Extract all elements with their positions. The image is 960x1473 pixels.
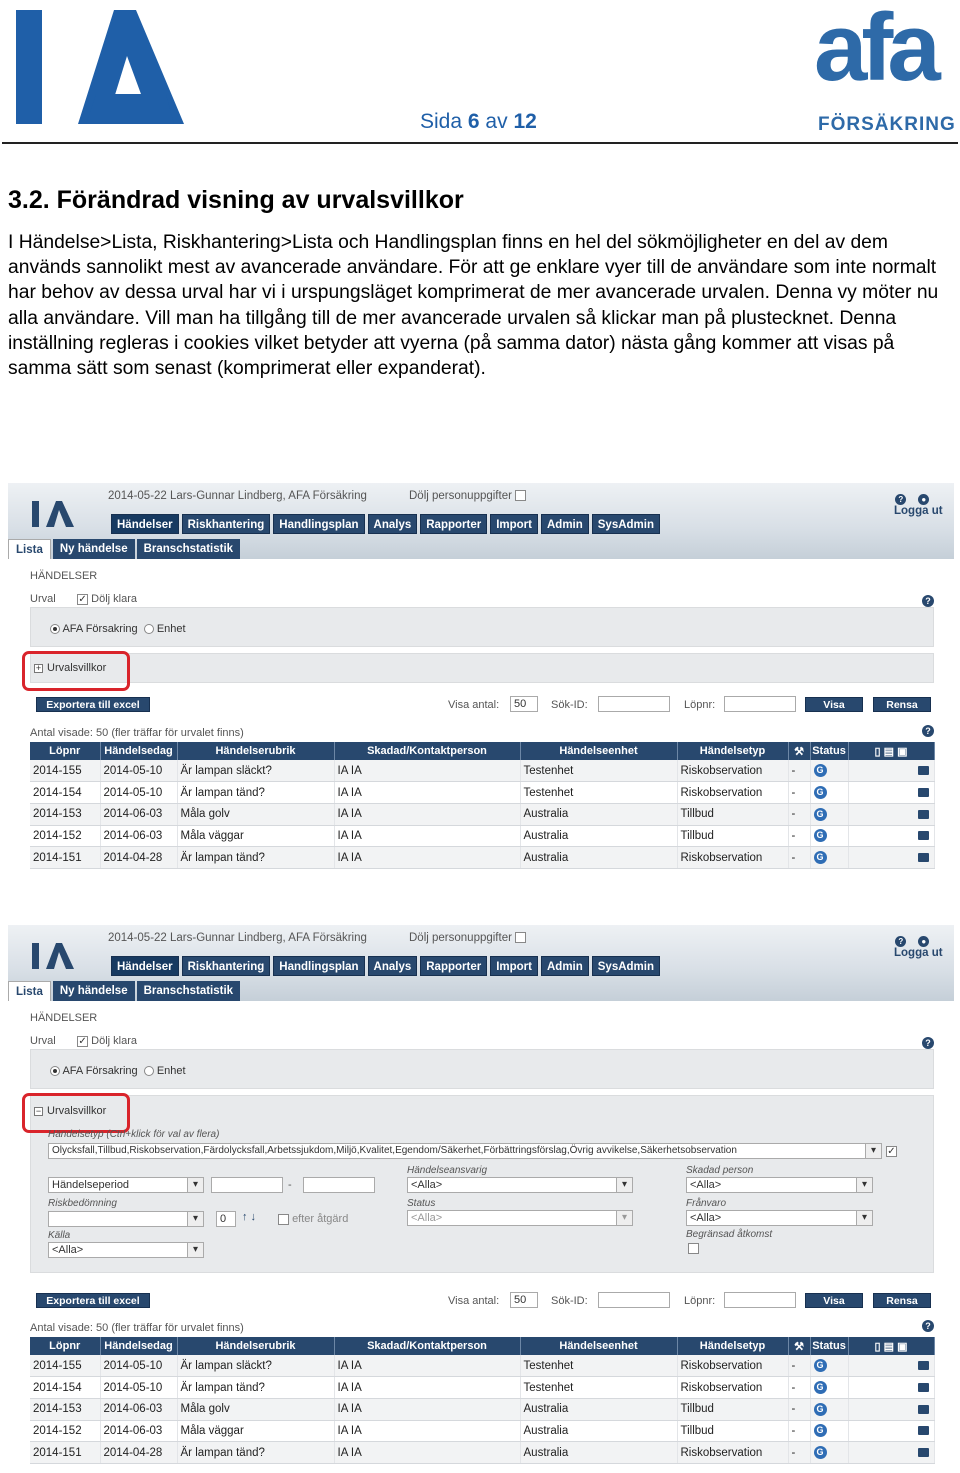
hide-personal-toggle[interactable]: Dölj personuppgifter <box>409 932 526 944</box>
hide-done-checkbox[interactable] <box>77 1036 88 1047</box>
print-icon[interactable] <box>918 1383 929 1392</box>
print-icon[interactable] <box>918 1426 929 1435</box>
menu-item-rapporter[interactable]: Rapporter <box>420 956 487 976</box>
urval-row: Urval ✓ Dölj klara <box>30 1035 137 1047</box>
skadad-select[interactable]: <Alla> ▾ <box>686 1177 873 1193</box>
print-icon[interactable] <box>918 1405 929 1414</box>
hide-done-checkbox[interactable] <box>77 594 88 605</box>
sok-id-input[interactable] <box>598 1292 670 1308</box>
lopnr-input[interactable] <box>724 1292 796 1308</box>
print-icon[interactable] <box>918 853 929 862</box>
menu-item-admin[interactable]: Admin <box>541 956 589 976</box>
col-handelseenhet[interactable]: Händelseenhet <box>520 742 677 760</box>
visa-button[interactable]: Visa <box>805 697 863 712</box>
results-table <box>30 1337 935 1464</box>
col-handelserubrik[interactable]: Händelserubrik <box>177 742 334 760</box>
efter-atgard-checkbox[interactable] <box>278 1214 289 1225</box>
tab-ny-handelse[interactable]: Ny händelse <box>53 981 135 1001</box>
status-g-icon: G <box>814 1403 827 1416</box>
handelsetyp-label: Händelsetyp (Ctrl+klick för val av flera) <box>48 1129 220 1140</box>
app-ia-logo-icon <box>32 941 74 971</box>
status-g-icon: G <box>814 1359 827 1372</box>
scope-radios: AFA Försakring Enhet <box>50 623 186 635</box>
efter-atgard: efter åtgärd <box>278 1213 348 1225</box>
menu-item-import[interactable]: Import <box>490 956 538 976</box>
rensa-button[interactable]: Rensa <box>873 697 931 712</box>
subtabs <box>8 539 240 559</box>
print-icon[interactable] <box>918 810 929 819</box>
hide-personal-checkbox[interactable] <box>515 932 526 943</box>
table-row[interactable]: 2014-154 2014-05-10 Är lampan tänd? IA IA Testenhet Riskobservation - G <box>30 782 934 804</box>
results-table <box>30 742 935 869</box>
highlight-ring <box>22 1093 130 1133</box>
wrench-icon: ⚒ <box>788 742 810 760</box>
menu-item-analys[interactable]: Analys <box>368 514 418 534</box>
col-handelsetyp[interactable]: Händelsetyp <box>677 1337 788 1355</box>
col-skadad[interactable]: Skadad/Kontaktperson <box>334 742 520 760</box>
lopnr-label: Löpnr: <box>684 1295 716 1307</box>
table-row[interactable]: 2014-155 2014-05-10 Är lampan släckt? IA IA Testenhet Riskobservation - G <box>30 1355 934 1377</box>
begransad-label: Begränsad åtkomst <box>686 1229 773 1240</box>
status-label: Status <box>407 1198 436 1209</box>
table-row[interactable]: 2014-153 2014-06-03 Måla golv IA IA Australia Tillbud - G <box>30 1398 934 1420</box>
table-row[interactable]: 2014-153 2014-06-03 Måla golv IA IA Australia Tillbud - G <box>30 803 934 825</box>
menu-item-riskhantering[interactable]: Riskhantering <box>182 514 271 534</box>
menu-item-handlingsplan[interactable]: Handlingsplan <box>273 514 364 534</box>
urvalsvillkor-toggle[interactable]: + Urvalsvillkor <box>35 662 107 674</box>
help-icon[interactable]: ? <box>922 595 934 607</box>
subtabs <box>8 981 240 1001</box>
kalla-label: Källa <box>48 1230 71 1241</box>
visa-antal-input[interactable]: 50 <box>510 696 538 712</box>
user-line: 2014-05-22 Lars-Gunnar Lindberg, AFA Försäkring <box>108 932 367 944</box>
menu-item-rapporter[interactable]: Rapporter <box>420 514 487 534</box>
handelsetyp-select[interactable]: Olycksfall,Tillbud,Riskobservation,Färdolycksfall,Arbetssjukdom,Miljö,Kvalitet,Egendom/Säkerhet,Förbättringsförslag,Övrig avvikelse,Säkerhetsobservation ▾ <box>48 1143 882 1159</box>
franvaro-select[interactable]: <Alla> ▾ <box>686 1210 873 1226</box>
doc-icons: ▯ ▤ ▣ <box>848 1337 934 1355</box>
main-menu <box>111 514 660 534</box>
main-menu <box>111 956 660 976</box>
menu-item-riskhantering[interactable]: Riskhantering <box>182 956 271 976</box>
highlight-ring <box>22 651 130 691</box>
section-title: 3.2. Förändrad visning av urvalsvillkor <box>8 186 464 214</box>
status-g-icon: G <box>814 1381 827 1394</box>
handelsetyp-checkbox[interactable] <box>886 1146 897 1157</box>
urvalsvillkor-bar <box>30 653 934 683</box>
menu-item-handelser[interactable]: Händelser <box>111 956 179 976</box>
help-icon[interactable]: ? <box>895 936 906 947</box>
visa-button[interactable]: Visa <box>805 1293 863 1308</box>
header-divider <box>2 142 958 144</box>
visa-antal-label: Visa antal: <box>448 1295 500 1307</box>
period-to-input[interactable] <box>303 1177 375 1193</box>
antal-visade: Antal visade: 50 (fler träffar för urvalet finns) <box>30 1322 244 1334</box>
radio-enhet[interactable] <box>144 1066 154 1076</box>
menu-item-import[interactable]: Import <box>490 514 538 534</box>
tab-branschstatistik[interactable]: Branschstatistik <box>137 981 240 1001</box>
antal-visade: Antal visade: 50 (fler träffar för urvalet finns) <box>30 727 244 739</box>
visa-antal-label: Visa antal: <box>448 699 500 711</box>
sok-id-label: Sök-ID: <box>551 699 588 711</box>
col-skadad[interactable]: Skadad/Kontaktperson <box>334 1337 520 1355</box>
col-status[interactable]: Status <box>810 1337 848 1355</box>
user-icon: ● <box>918 494 929 505</box>
allvar-select[interactable]: <Alla> ▾ <box>407 1177 633 1193</box>
print-icon[interactable] <box>918 831 929 840</box>
sort-arrows-icon[interactable]: ↑ ↓ <box>242 1211 257 1223</box>
print-icon[interactable] <box>918 788 929 797</box>
risk-num-input[interactable]: 0 <box>216 1211 236 1227</box>
tab-lista[interactable]: Lista <box>8 981 51 1001</box>
rensa-button[interactable]: Rensa <box>873 1293 931 1308</box>
help-icon[interactable]: ? <box>895 494 906 505</box>
status-g-icon: G <box>814 1424 827 1437</box>
period-select[interactable]: Händelseperiod ▾ <box>48 1177 204 1193</box>
sok-id-label: Sök-ID: <box>551 1295 588 1307</box>
col-handelsedag[interactable]: Händelsedag <box>100 1337 177 1355</box>
riskbed-select[interactable] <box>48 1211 204 1227</box>
expand-plus-icon[interactable]: + <box>35 662 42 673</box>
status-g-icon: G <box>814 851 827 864</box>
col-handelsetyp[interactable]: Händelsetyp <box>677 742 788 760</box>
menu-item-sysadmin[interactable]: SysAdmin <box>592 956 660 976</box>
screenshot-collapsed <box>8 483 954 875</box>
menu-item-handlingsplan[interactable]: Handlingsplan <box>273 956 364 976</box>
table-row[interactable]: 2014-152 2014-06-03 Måla väggar IA IA Australia Tillbud - G <box>30 825 934 847</box>
riskbed-label: Riskbedömning <box>48 1198 117 1209</box>
period-dash: - <box>288 1179 292 1191</box>
radio-afa[interactable] <box>50 1066 60 1076</box>
table-row[interactable]: 2014-151 2014-04-28 Är lampan tänd? IA IA Australia Riskobservation - G <box>30 1442 934 1464</box>
user-line: 2014-05-22 Lars-Gunnar Lindberg, AFA Försäkring <box>108 490 367 502</box>
logout-button[interactable]: ? ● Logga ut <box>894 495 943 517</box>
col-handelsedag[interactable]: Händelsedag <box>100 742 177 760</box>
hide-personal-checkbox[interactable] <box>515 490 526 501</box>
screenshot-expanded <box>8 925 954 1470</box>
col-status[interactable]: Status <box>810 742 848 760</box>
status-g-icon: G <box>814 1446 827 1459</box>
col-lopnr[interactable]: Löpnr <box>30 1337 100 1355</box>
allvar-label: Händelseansvarig <box>407 1165 488 1176</box>
kalla-select[interactable]: <Alla> ▾ <box>48 1242 204 1258</box>
section-label: HÄNDELSER <box>30 570 98 582</box>
status-g-icon: G <box>814 808 827 821</box>
wrench-icon: ⚒ <box>788 1337 810 1355</box>
collapse-minus-icon[interactable]: − <box>35 1105 42 1116</box>
status-g-icon: G <box>814 829 827 842</box>
app-ia-logo-icon <box>32 499 74 529</box>
table-row[interactable]: 2014-152 2014-06-03 Måla väggar IA IA Australia Tillbud - G <box>30 1420 934 1442</box>
begransad-checkbox[interactable] <box>688 1243 699 1254</box>
col-handelseenhet[interactable]: Händelseenhet <box>520 1337 677 1355</box>
lopnr-label: Löpnr: <box>684 699 716 711</box>
user-icon: ● <box>918 936 929 947</box>
tab-branschstatistik[interactable]: Branschstatistik <box>137 539 240 559</box>
print-icon[interactable] <box>918 766 929 775</box>
section-body: I Händelse>Lista, Riskhantering>Lista och Handlingsplan finns en hel del sökmöjligheter en del av dem används sannolikt mest av avancerade användare. För att ge enklare vyer till de användare som inte normalt har behov av dessa urval har vi i urspungsläget komprimerat de mer avancerade urvalen. Denna vy möter nu alla användare. Vill man ha tillgång till de mer avancerade urvalen så klickar man på plustecknet. Denna inställning regleras i cookies vilket betyder att vyerna (på samma dator) nästa gång kommer att visas på samma sätt som senast (komprimerat eller expanderat). <box>8 232 939 380</box>
table-row[interactable]: 2014-154 2014-05-10 Är lampan tänd? IA IA Testenhet Riskobservation - G <box>30 1377 934 1399</box>
afa-logo-sub: FÖRSÄKRING <box>818 114 956 135</box>
visa-antal-input[interactable]: 50 <box>510 1292 538 1308</box>
menu-item-handelser[interactable]: Händelser <box>111 514 179 534</box>
table-row[interactable]: 2014-151 2014-04-28 Är lampan tänd? IA IA Australia Riskobservation - G <box>30 847 934 869</box>
col-handelserubrik[interactable]: Händelserubrik <box>177 1337 334 1355</box>
skadad-label: Skadad person <box>686 1165 754 1176</box>
help-icon[interactable]: ? <box>922 725 934 737</box>
export-excel-button[interactable]: Exportera till excel <box>36 697 150 712</box>
urval-row: Urval ✓ Dölj klara <box>30 593 137 605</box>
table-row[interactable]: 2014-155 2014-05-10 Är lampan släckt? IA IA Testenhet Riskobservation - G <box>30 760 934 782</box>
lopnr-input[interactable] <box>724 696 796 712</box>
afa-logo-word: afa <box>814 0 935 101</box>
col-lopnr[interactable]: Löpnr <box>30 742 100 760</box>
print-icon[interactable] <box>918 1448 929 1457</box>
menu-item-sysadmin[interactable]: SysAdmin <box>592 514 660 534</box>
section-label: HÄNDELSER <box>30 1012 98 1024</box>
help-icon[interactable]: ? <box>922 1320 934 1332</box>
status-select[interactable]: <Alla> ▾ <box>407 1210 633 1226</box>
sok-id-input[interactable] <box>598 696 670 712</box>
status-g-icon: G <box>814 786 827 799</box>
radio-enhet[interactable] <box>144 624 154 634</box>
franvaro-label: Frånvaro <box>686 1198 727 1209</box>
page-number: Sida 6 av 12 <box>420 110 537 133</box>
urvalsvillkor-toggle[interactable]: − Urvalsvillkor <box>35 1105 107 1117</box>
scope-radios: AFA Försakring Enhet <box>50 1065 186 1077</box>
hide-personal-toggle[interactable]: Dölj personuppgifter <box>409 490 526 502</box>
status-g-icon: G <box>814 764 827 777</box>
radio-afa[interactable] <box>50 624 60 634</box>
period-from-input[interactable] <box>211 1177 283 1193</box>
tab-lista[interactable]: Lista <box>8 539 51 559</box>
print-icon[interactable] <box>918 1361 929 1370</box>
logout-button[interactable]: ? ● Logga ut <box>894 937 943 959</box>
doc-icons: ▯ ▤ ▣ <box>848 742 934 760</box>
tab-ny-handelse[interactable]: Ny händelse <box>53 539 135 559</box>
export-excel-button[interactable]: Exportera till excel <box>36 1293 150 1308</box>
help-icon[interactable]: ? <box>922 1037 934 1049</box>
ia-logo <box>16 8 186 126</box>
menu-item-analys[interactable]: Analys <box>368 956 418 976</box>
menu-item-admin[interactable]: Admin <box>541 514 589 534</box>
